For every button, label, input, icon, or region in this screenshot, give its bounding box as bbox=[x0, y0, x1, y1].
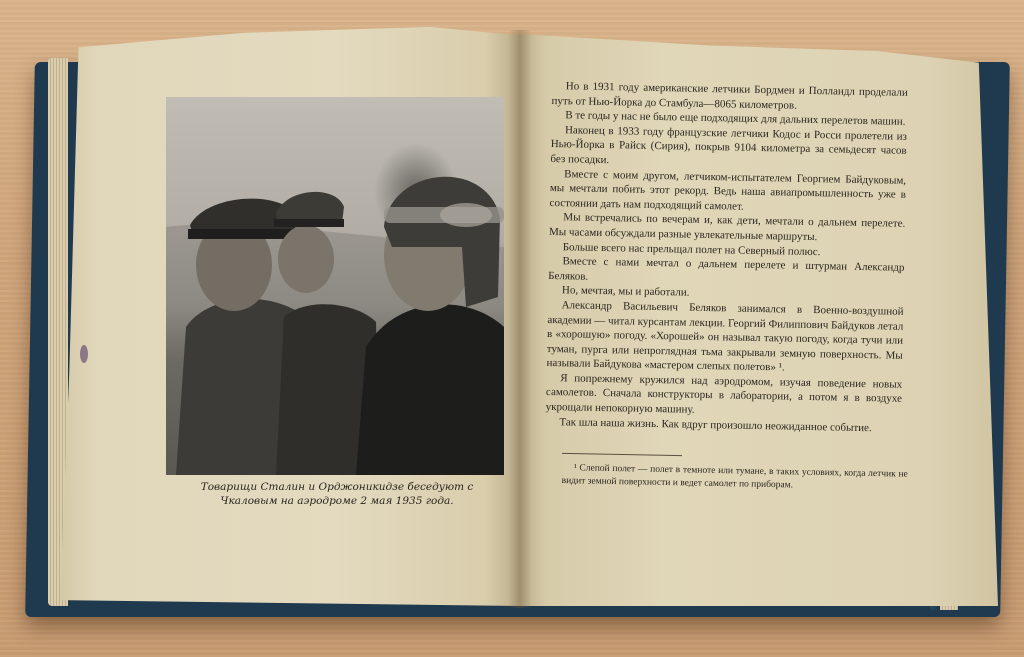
book-gutter bbox=[508, 30, 532, 608]
photo-caption: Товарищи Сталин и Орджоникидзе беседуют с Чкаловым на аэродроме 2 мая 1935 года. bbox=[200, 481, 474, 507]
paragraph: Больше всего нас прельщал полет на Северный полюс. bbox=[562, 240, 821, 258]
paragraph: Мы встречались по вечерам и, как дети, мечтали о дальнем перелете. Мы часами обсуждали разные увлекательные маршруты. bbox=[548, 211, 906, 244]
paragraph: Вместе с моим другом, летчиком-испытателем Георгием Байдуковым, мы мечтали побить этот рекорд. Ведь наша авиапромышленность уже в состоянии дать нам подходящий самолет. bbox=[549, 167, 907, 213]
ink-stain bbox=[80, 345, 88, 363]
photo-figures bbox=[166, 97, 504, 475]
historical-photograph bbox=[166, 97, 504, 475]
paragraph: Но в 1931 году американские летчики Бордмен и Полландл проделали путь от Нью-Йорка до Стамбула—8065 километров. bbox=[551, 80, 908, 112]
paragraph: Я попрежнему кружился над аэродромом, изучая поведение новых самолетов. Сначала конструкторы в лаборатории, а потом я в воздухе укрощали непокорную машину. bbox=[545, 372, 903, 416]
paragraph: Но, мечтая, мы и работали. bbox=[561, 284, 690, 299]
paragraph: Так шла наша жизнь. Как вдруг произошло неожиданное событие. bbox=[559, 415, 872, 434]
right-page-text bbox=[545, 79, 908, 436]
paragraph: Александр Васильевич Беляков занимался в Военно-воздушной академии — читал курсантам лекции. Георгий Филиппович Байдуков летал в «хорошую» погоду. «Хорошей» он называл такую погоду, когда тучи или туман, пурга или непроглядная тьма закрывали земную поверхность. Мы называли Байдукова «мастером слепых полетов» ¹. bbox=[546, 299, 904, 374]
footnote: ¹ Слепой полет — полет в темноте или тумане, в таких условиях, когда летчик не видит земной поверхности и ведет самолет по приборам. bbox=[561, 463, 908, 490]
paragraph: Наконец в 1933 году французские летчики Кодос и Росси пролетели из Нью-Йорка в Райск (Сирия), покрыв 9104 километра за семьдесят часов без посадки. bbox=[550, 124, 908, 167]
paragraph: В те годы у нас не было еще подходящих для дальних перелетов машин. bbox=[565, 109, 906, 128]
paragraph: Вместе с нами мечтал о дальнем перелете и штурман Александр Беляков. bbox=[548, 255, 905, 283]
